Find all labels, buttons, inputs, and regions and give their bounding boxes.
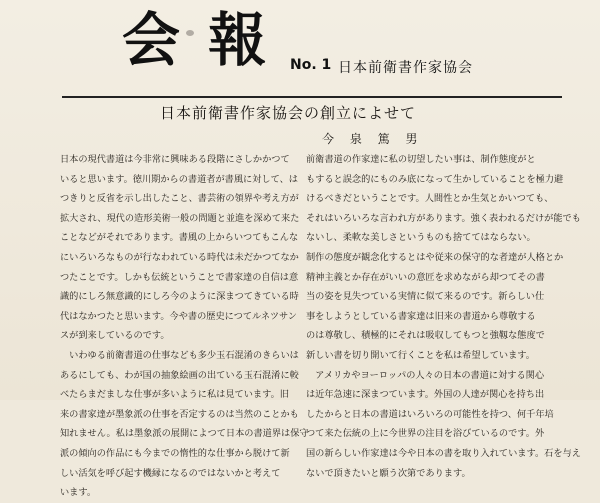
text-line: 来の書家達が墨象派の仕事を否定するのは当然のことかも <box>60 408 299 420</box>
text-line: けるべきだということです。人間性とか生気とかいつても、 <box>306 193 554 205</box>
text-line: それはいろいろな言われ方があります。強く表われるだけが能でも <box>306 212 581 224</box>
text-line: ことなどがそれであります。書風の上からいつてもこんな <box>60 232 299 244</box>
text-line: います。 <box>60 487 97 499</box>
text-line: いると思います。徳川期からの書道者が書風に対して、は <box>60 173 298 185</box>
header-divider <box>62 96 562 98</box>
text-line: 派の傾向の作品にも今までの惰性的な仕事から脱けて新 <box>60 447 290 459</box>
article-title: 日本前衛書作家協会の創立によせて <box>160 104 417 122</box>
text-line: 制作の態度が観念化するとはや従来の保守的な者達が人格とか <box>306 251 564 263</box>
text-line: 新しい書を切り開いて行くことを私は希望しています。 <box>306 349 535 361</box>
text-line: 代はなかつたと思います。今や書の歴史につてルネツサン <box>60 310 297 322</box>
text-line: ないし、柔軟な美しさというものも捨ててはならない。 <box>306 232 536 244</box>
text-line: つて来た伝統の上に今世界の注目を浴びているのです。外 <box>306 428 545 440</box>
text-line: 当の姿を見失つている実情に似て来るのです。新らしい仕 <box>306 291 545 303</box>
text-line: 国の新らしい作家達は今や日本の書を取り入れています。石を与え <box>306 447 581 459</box>
text-line: 前衛書道の作家達に私の切望したい事は、制作態度がと <box>306 154 536 165</box>
text-line: のは尊敬し、積極的にそれは吸収してもつと強靱な態度で <box>306 330 545 342</box>
text-line: 精神主義とか存在がいいの意匠を求めながら却つてその書 <box>306 271 545 283</box>
text-line: 知れません。私は墨象派の展開によつて日本の書道界は保守 <box>60 428 309 440</box>
text-line: 識的にしろ無意識的にしろ今のように深まつてきている時 <box>60 291 299 303</box>
masthead-title: 会 報 <box>122 6 271 74</box>
text-line: つきりと反省を示し出したこと、書芸術の領界や考え方が <box>60 193 299 205</box>
text-line: は近年急速に深まつています。外国の人達が関心を持ち出 <box>306 389 545 401</box>
text-line: にいろいろなものが行なわれている時代は未だかつてなか <box>60 251 299 263</box>
text-line: スが到来しているのです。 <box>60 330 170 342</box>
article-author: 今 泉 篤 男 <box>322 132 424 146</box>
text-line: ないで頂きたいと願う次第であります。 <box>306 467 471 479</box>
issue-number: No. 1 <box>290 57 332 73</box>
text-line: 事をしようとしている書家達は旧来の書道から尊敬する <box>306 310 536 322</box>
text-line: つたことです。しかも伝統ということで書家達の自信は意 <box>60 271 299 283</box>
text-line: あるにしても、わが国の抽象絵画の出ている玉石混淆に較 <box>60 369 299 381</box>
article-right-column <box>306 150 581 483</box>
text-line: アメリカやヨーロッパの人々の日本の書道に対する関心 <box>306 369 545 381</box>
text-line: べたらまだましな仕事が多いように私は見ています。旧 <box>60 389 289 401</box>
organization-name: 日本前衛書作家協会 <box>338 60 473 76</box>
text-line: しい活気を呼び起す機縁になるのではないかと考えて <box>60 467 281 479</box>
text-line: いわゆる前衛書道の仕事なども多少玉石混淆のきらいは <box>60 349 299 361</box>
article-left-column <box>60 150 309 503</box>
text-line: もすると誤念的にものみ底になって生かしていることを極力避 <box>306 173 564 185</box>
text-line: 拡大され、現代の造形美術一般の問題と並進を深めて来た <box>60 212 300 224</box>
text-line: 日本の現代書道は今非常に興味ある段階にさしかかつて <box>60 154 290 165</box>
text-line: したからと日本の書道はいろいろの可能性を持つ、何千年培 <box>306 408 554 420</box>
